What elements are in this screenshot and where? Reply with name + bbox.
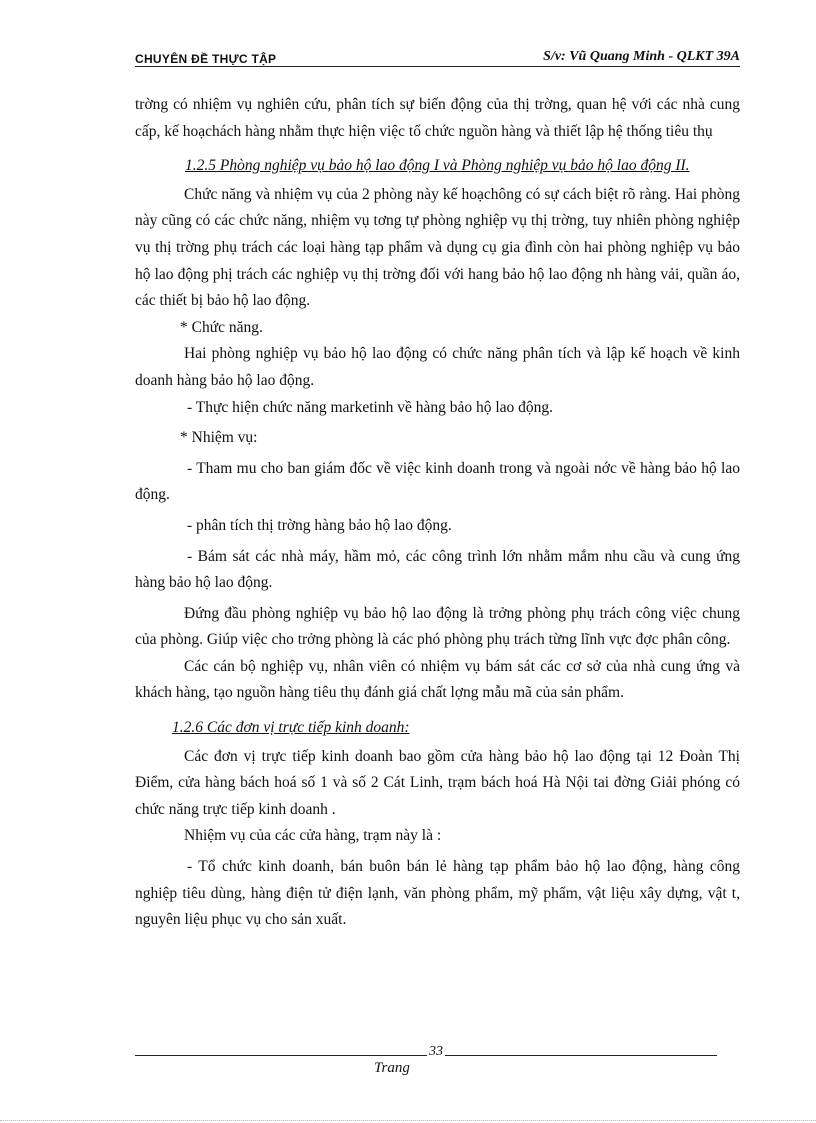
paragraph: Chức năng và nhiệm vụ của 2 phòng này kế hoạchông có sự cách biệt rõ ràng. Hai phòng này cũng có các chức năng, nhiệm vụ tơng tự phòng nghiệp vụ thị trờng, tuy nhiên phòng nghiệp vụ thị trờng phụ trách các loại hàng tạp phẩm và dụng cụ gia đình còn hai phòng nghiệp vụ bảo hộ lao động phị trách các nghiệp vụ thị trờng đối với hang bảo hộ lao động nh hàng vải, quần áo, các thiết bị bảo hộ lao động. — [135, 185, 740, 310]
section-heading: 1.2.6 Các đơn vị trực tiếp kinh doanh: — [172, 719, 410, 737]
header-title: CHUYÊN ĐỀ THỰC TẬP — [135, 52, 277, 66]
footer-rule — [135, 1055, 717, 1056]
paragraph: Hai phòng nghiệp vụ bảo hộ lao động có chức năng phân tích và lập kế hoạch về kinh doanh hàng bảo hộ lao động. — [135, 345, 740, 389]
header-rule — [135, 66, 740, 67]
paragraph: * Chức năng. — [180, 318, 263, 336]
paragraph: Đứng đầu phòng nghiệp vụ bảo hộ lao động là trởng phòng phụ trách công việc chung của phòng. Giúp việc cho trởng phòng là các phó phòng phụ trách từng lĩnh vực đợc phân công. — [135, 604, 740, 649]
paragraph: - Tham mu cho ban giám đốc về việc kinh doanh trong và ngoài nớc về hàng bảo hộ lao động. — [135, 459, 740, 504]
paragraph: Các đơn vị trực tiếp kinh doanh bao gồm cửa hàng bảo hộ lao động tại 12 Đoàn Thị Điểm, cửa hàng bách hoá số 1 và số 2 Cát Linh, trạm bách hoá Hà Nội tai đờng Giải phóng có chức năng trực tiếp kinh doanh . — [135, 747, 740, 818]
paragraph: - Tổ chức kinh doanh, bán buôn bán lẻ hàng tạp phẩm bảo hộ lao động, hàng công nghiệp tiêu dùng, hàng điện tử điện lạnh, văn phòng phẩm, mỹ phẩm, vật liệu xây dựng, vật t, nguyên liệu phục vụ cho sản xuất. — [135, 858, 740, 929]
page-body — [135, 92, 740, 934]
paragraph: Các cán bộ nghiệp vụ, nhân viên có nhiệm vụ bám sát các cơ sở của nhà cung ứng và khách hàng, tạo nguồn hàng tiêu thụ đánh giá chất lợng mẫu mã của sản phẩm. — [135, 657, 740, 702]
paragraph: - Thực hiện chức năng marketinh về hàng bảo hộ lao động. — [187, 398, 554, 416]
paragraph: - Bám sát các nhà máy, hầm mỏ, các công trình lớn nhằm mắm nhu cầu và cung ứng hàng bảo hộ lao động. — [135, 547, 740, 592]
page-number: 33 — [429, 1044, 443, 1059]
paragraph: trờng có nhiệm vụ nghiên cứu, phân tích sự biến động của thị trờng, quan hệ với các nhà cung cấp, kế hoạchách hàng nhằm thực hiện việc tổ chức nguồn hàng và thiết lập hệ thống tiêu thụ — [135, 96, 740, 140]
section-heading: 1.2.5 Phòng nghiệp vụ bảo hộ lao động I và Phòng nghiệp vụ bảo hộ lao động II. — [185, 157, 690, 175]
paragraph: - phân tích thị trờng hàng bảo hộ lao động. — [187, 516, 452, 534]
page-label: Trang — [374, 1060, 410, 1076]
page-bottom-border — [0, 1120, 816, 1121]
paragraph: Nhiệm vụ của các cửa hàng, trạm này là : — [184, 827, 442, 845]
header-author: S/v: Vũ Quang Minh - QLKT 39A — [543, 49, 740, 64]
paragraph: * Nhiệm vụ: — [180, 429, 258, 447]
